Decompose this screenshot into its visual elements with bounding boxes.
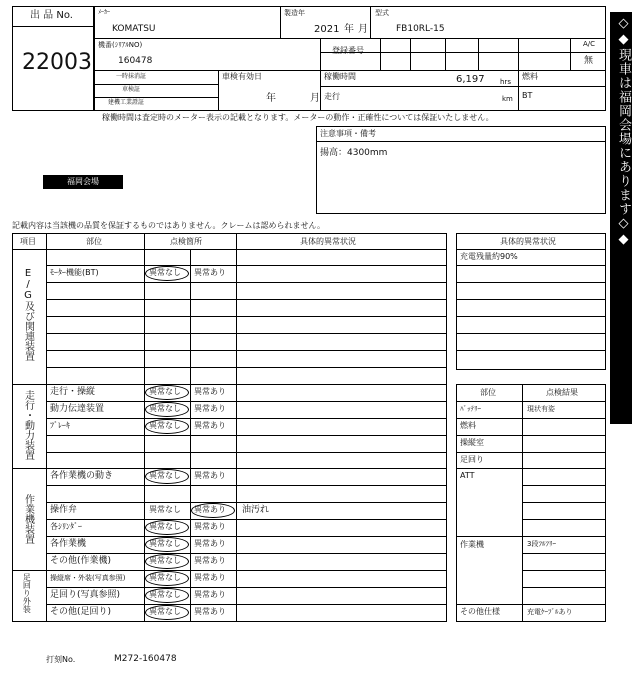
col-part: 部位 bbox=[86, 237, 102, 246]
normal-label: 異常なし bbox=[149, 421, 181, 430]
hours-unit: hrs bbox=[500, 78, 511, 86]
travel-unit: km bbox=[502, 95, 513, 103]
part-cab-exterior: 操縦席・外装(写真参照) bbox=[50, 574, 126, 582]
inspection-label: 車検有効日 bbox=[222, 72, 262, 81]
normal-label: 異常なし bbox=[149, 387, 181, 396]
fuel-value: BT bbox=[522, 91, 533, 100]
ac-label: A/C bbox=[583, 40, 596, 48]
part-power-transmission: 動力伝達装置 bbox=[50, 404, 105, 414]
year-value: 2021 bbox=[314, 24, 340, 35]
section-title-travel: 走行・動力装置 bbox=[22, 390, 34, 460]
abnormal-label: 異常あり bbox=[194, 505, 226, 514]
normal-label: 異常なし bbox=[149, 539, 181, 548]
serial-value: 160478 bbox=[118, 56, 153, 66]
stamp-value: M272-160478 bbox=[114, 654, 177, 664]
result-part-battery: ﾊﾞｯﾃﾘｰ bbox=[460, 405, 481, 413]
col-detail: 具体的異常状況 bbox=[300, 237, 356, 246]
result-col-part: 部位 bbox=[480, 388, 496, 397]
normal-label: 異常なし bbox=[149, 573, 181, 582]
col-item: 項目 bbox=[20, 237, 36, 246]
abnormal-label: 異常あり bbox=[194, 387, 226, 396]
serial-label: 機番(ｼﾘｱﾙNO) bbox=[98, 41, 143, 49]
abnormal-label: 異常あり bbox=[194, 404, 226, 413]
normal-label: 異常なし bbox=[149, 590, 181, 599]
hours-value: 6,197 bbox=[456, 74, 485, 85]
inspection-year-unit: 年 bbox=[266, 93, 276, 104]
result-part-att: ATT bbox=[460, 471, 475, 480]
detail-control-valve: 油汚れ bbox=[242, 505, 270, 515]
part-other-undercarriage: その他(足回り) bbox=[50, 607, 112, 617]
abnormal-label: 異常あり bbox=[194, 556, 226, 565]
fuel-label: 燃料 bbox=[522, 72, 538, 81]
part-brake: ﾌﾞﾚｰｷ bbox=[50, 421, 70, 430]
part-motor: ﾓｰﾀｰ機能(BT) bbox=[50, 268, 99, 277]
construction-cert-label: 建機工業證証 bbox=[108, 99, 145, 106]
year-label: 製造年 bbox=[284, 9, 305, 17]
venue-tag: 福岡会場 bbox=[43, 175, 123, 189]
location-banner-text: ◇◆現車は福岡会場にあります◇◆ bbox=[616, 16, 631, 248]
result-part-work: 作業機 bbox=[460, 540, 484, 549]
section-title-work: 作業機装置 bbox=[22, 494, 34, 544]
abnormal-label: 異常あり bbox=[194, 607, 226, 616]
part-cylinders: 各ｼﾘﾝﾀﾞｰ bbox=[50, 522, 82, 531]
registration-label: 登録番号 bbox=[332, 46, 364, 55]
travel-label: 走行 bbox=[324, 92, 340, 101]
hours-label: 稼働時間 bbox=[324, 72, 356, 81]
part-undercarriage: 足回り(写真参照) bbox=[50, 590, 121, 600]
col-check: 点検箇所 bbox=[170, 237, 202, 246]
abnormal-label: 異常あり bbox=[194, 522, 226, 531]
inspection-month-unit: 月 bbox=[310, 93, 320, 104]
vehicle-cert-label: 車検証 bbox=[122, 86, 141, 93]
part-work-machines: 各作業機 bbox=[50, 539, 87, 549]
detail-table-header: 具体的異常状況 bbox=[500, 237, 556, 246]
disclaimer: 記載内容は当該機の品質を保証するものではありません。クレームは認められません。 bbox=[12, 221, 325, 230]
section-title-undercarriage: 足回り外装 bbox=[22, 573, 32, 613]
section-title-engine: E/G及び関連装置 bbox=[22, 268, 34, 361]
month-unit: 月 bbox=[358, 24, 368, 35]
result-part-undercarriage: 足回り bbox=[460, 455, 484, 464]
normal-label: 異常なし bbox=[149, 556, 181, 565]
lot-number: 22003 bbox=[22, 50, 92, 75]
result-value-work: 3段ﾌﾙﾌﾘｰ bbox=[527, 540, 556, 548]
abnormal-label: 異常あり bbox=[194, 268, 226, 277]
part-other-work: その他(作業機) bbox=[50, 556, 112, 566]
normal-label: 異常なし bbox=[149, 471, 181, 480]
model-value: FB10RL-15 bbox=[396, 24, 445, 34]
abnormal-label: 異常あり bbox=[194, 590, 226, 599]
result-col-result: 点検結果 bbox=[546, 388, 578, 397]
abnormal-label: 異常あり bbox=[194, 471, 226, 480]
model-label: 型式 bbox=[375, 9, 389, 17]
temp-cert-label: 一時抹消証 bbox=[116, 73, 147, 80]
year-unit: 年 bbox=[344, 24, 354, 35]
normal-label: 異常なし bbox=[149, 404, 181, 413]
part-work-movement: 各作業機の動き bbox=[50, 471, 114, 481]
stamp-label: 打刻No. bbox=[46, 655, 76, 664]
abnormal-label: 異常あり bbox=[194, 573, 226, 582]
ac-value: 無 bbox=[584, 56, 594, 66]
maker-label: ﾒｰｶｰ bbox=[98, 9, 111, 16]
notes-box bbox=[316, 126, 606, 214]
detail-table-text: 充電残量約90% bbox=[460, 252, 518, 261]
result-part-fuel: 燃料 bbox=[460, 421, 476, 430]
result-value-battery: 現状有姿 bbox=[527, 405, 555, 413]
part-travel-operation: 走行・操縦 bbox=[50, 387, 96, 397]
normal-label: 異常なし bbox=[149, 505, 181, 514]
abnormal-label: 異常あり bbox=[194, 421, 226, 430]
hours-note: 稼働時間は査定時のメーター表示の記載となります。メーターの動作・正確性については保証いたしません。 bbox=[102, 113, 494, 122]
notes-text: 揚高：4300mm bbox=[320, 148, 388, 158]
part-control-valve: 操作弁 bbox=[50, 505, 78, 515]
normal-label: 異常なし bbox=[149, 607, 181, 616]
result-part-cab: 操縦室 bbox=[460, 438, 484, 447]
abnormal-label: 異常あり bbox=[194, 539, 226, 548]
lot-label: 出 品 No. bbox=[30, 10, 73, 21]
result-part-other: その他仕様 bbox=[460, 607, 500, 616]
normal-label: 異常なし bbox=[149, 268, 181, 277]
normal-label: 異常なし bbox=[149, 522, 181, 531]
result-value-other: 充電ｹｰﾌﾞﾙあり bbox=[527, 608, 573, 616]
notes-label: 注意事項・備考 bbox=[320, 129, 376, 138]
maker-value: KOMATSU bbox=[112, 24, 156, 34]
